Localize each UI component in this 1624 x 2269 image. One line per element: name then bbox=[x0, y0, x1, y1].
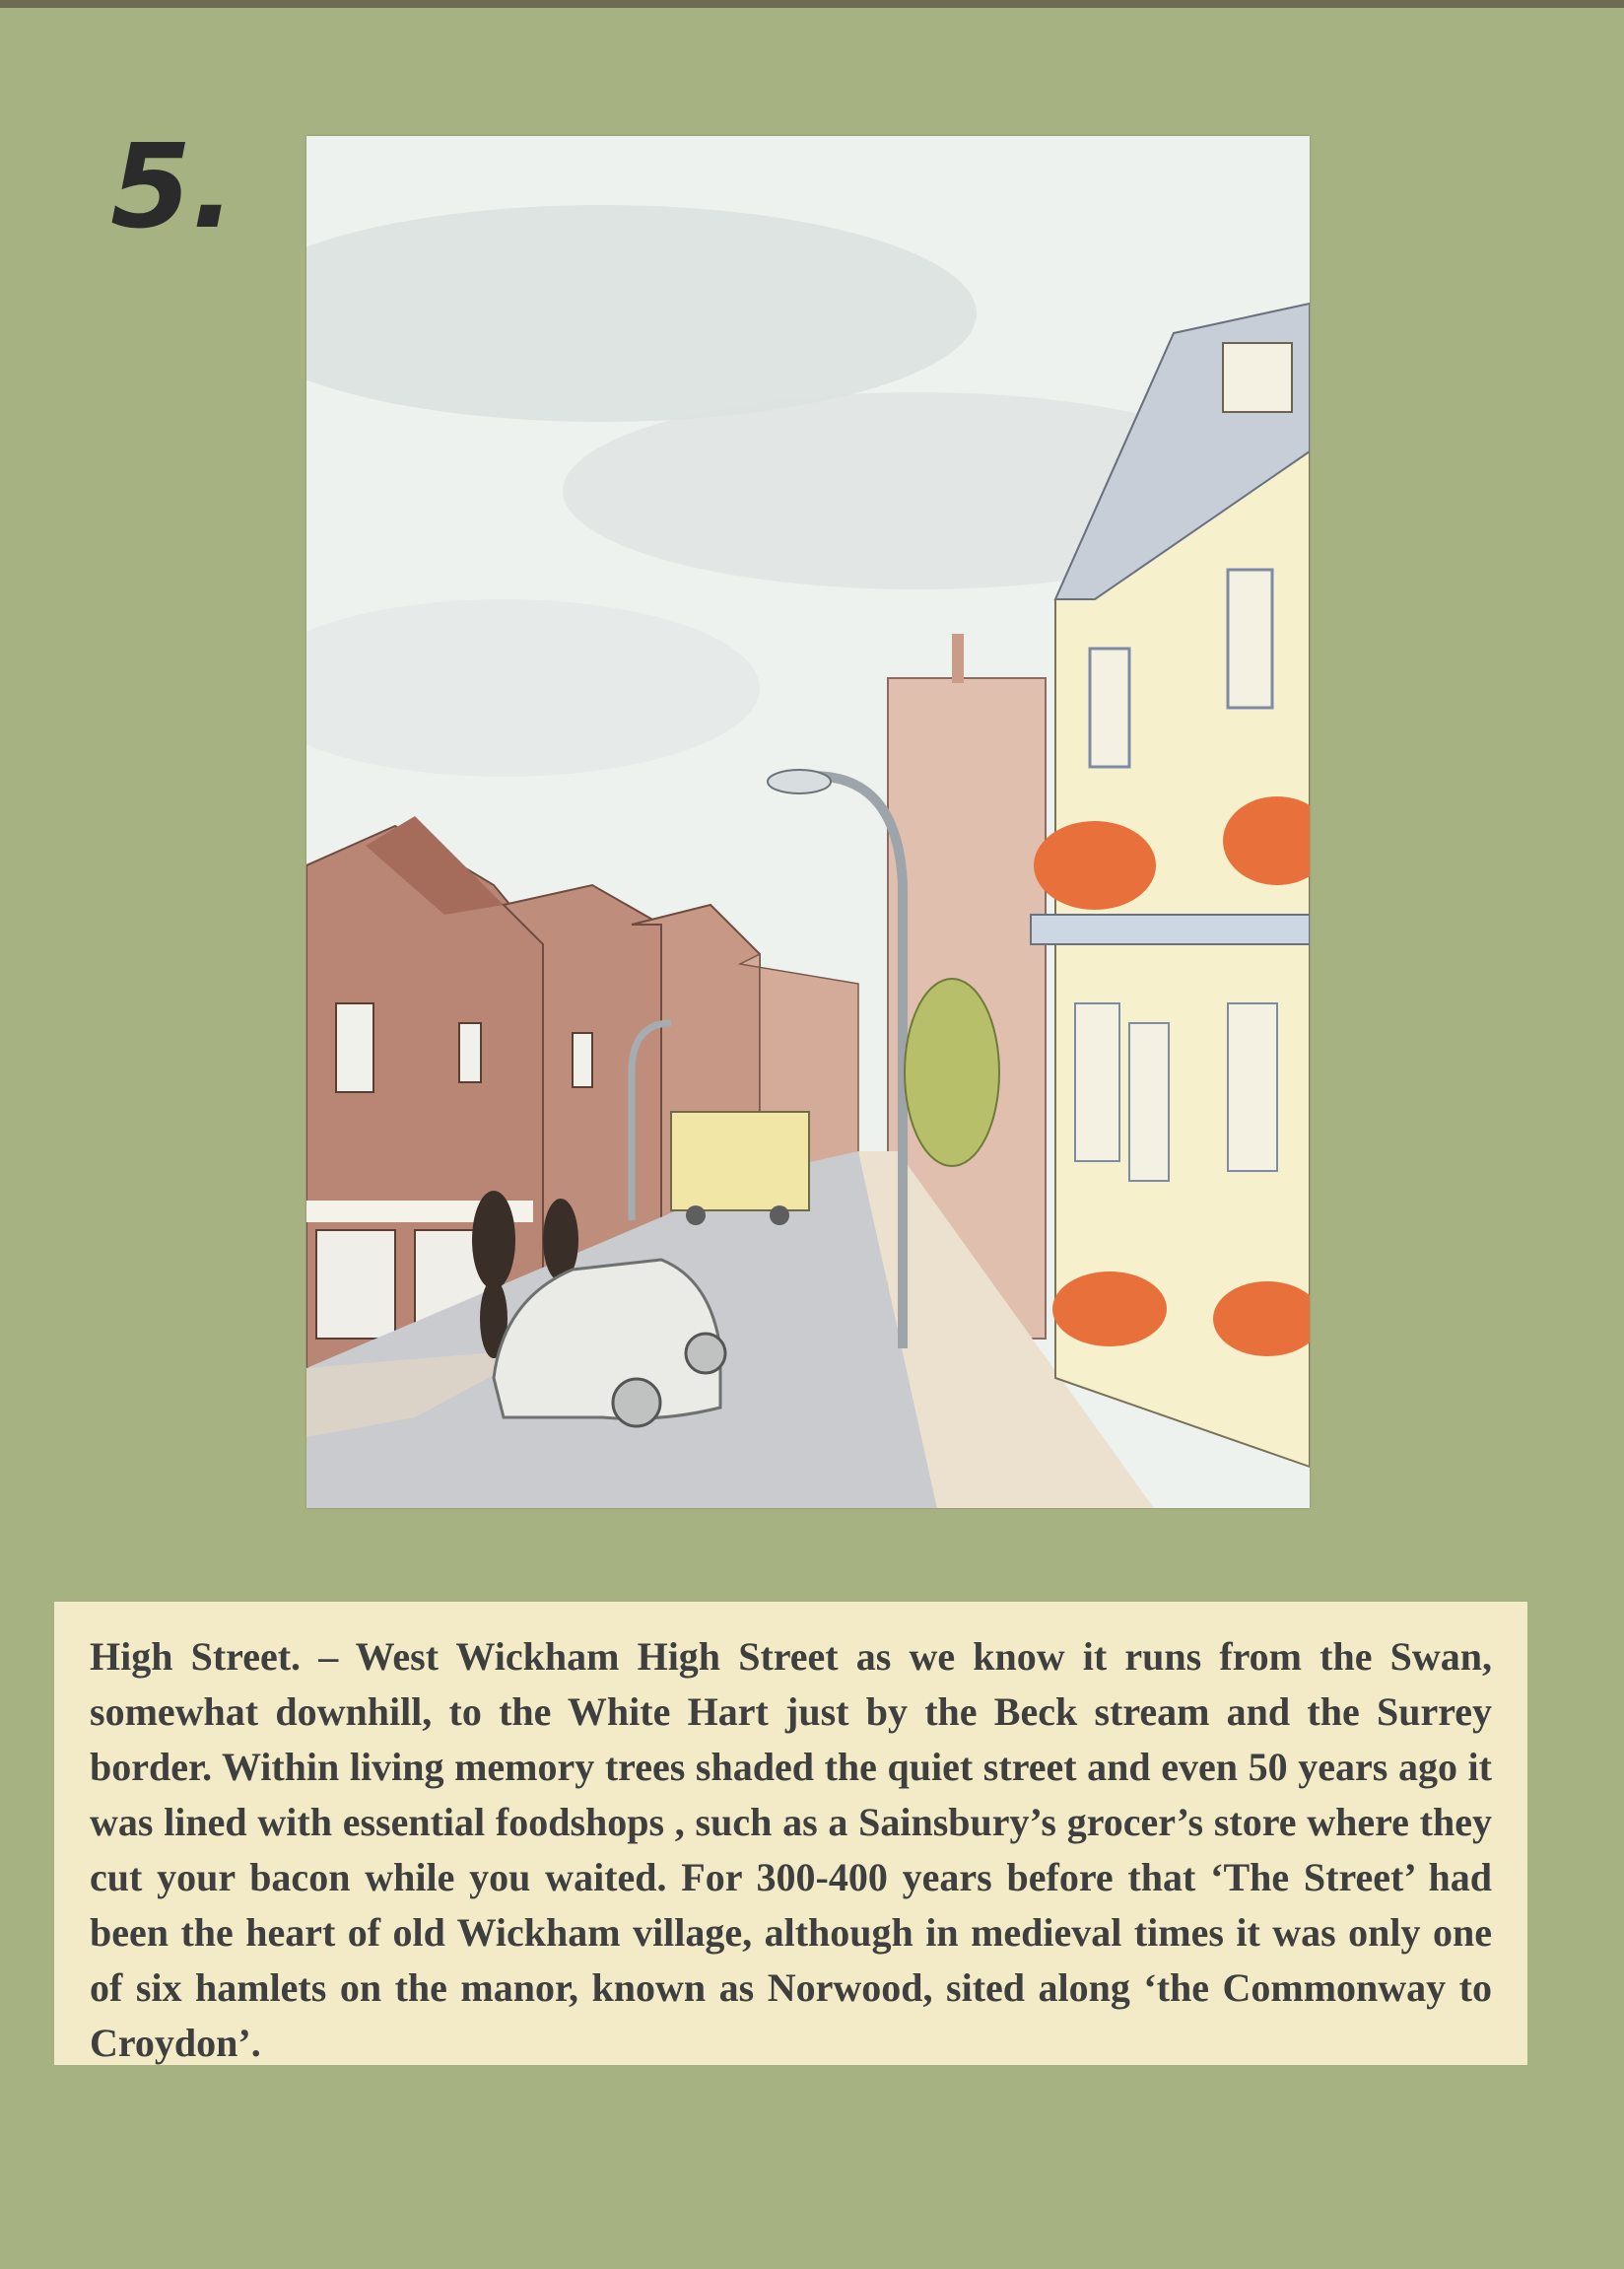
van bbox=[671, 1112, 809, 1210]
caption-text: High Street. – West Wickham High Street as we know it runs from the Swan, somewhat downhill, to the White Hart just by the Beck stream and the Surrey border. Within living memory trees shaded the quiet street and even 50 years ago it was lined with essential foodshops , such as a Sainsbury’s grocer’s store where they cut your bacon while you waited. For 300-400 years before that ‘The Street’ had been the heart of old Wickham village, although in medieval times it was only one of six hamlets on the manor, known as Norwood, sited along ‘the Commonway to Croydon’. bbox=[90, 1634, 1492, 2065]
top-edge-strip bbox=[0, 0, 1624, 8]
page-number: 5. bbox=[110, 118, 236, 254]
street-painting-svg bbox=[306, 136, 1310, 1508]
window bbox=[1228, 570, 1272, 708]
chimney bbox=[952, 634, 964, 683]
street-lamp-head bbox=[768, 770, 831, 793]
car-wheel bbox=[686, 1334, 725, 1373]
shop-window bbox=[316, 1230, 395, 1339]
tree bbox=[905, 979, 999, 1166]
window bbox=[573, 1033, 592, 1087]
window bbox=[1228, 1003, 1277, 1171]
dormer-window bbox=[1223, 343, 1292, 412]
window bbox=[459, 1023, 481, 1082]
window bbox=[1129, 1023, 1169, 1181]
shop-canopy bbox=[1031, 915, 1310, 944]
pedestrian bbox=[472, 1191, 515, 1289]
van-wheel bbox=[686, 1205, 706, 1225]
flower-box bbox=[1052, 1272, 1167, 1346]
caption-card bbox=[54, 1602, 1527, 2065]
window bbox=[1090, 649, 1129, 767]
window bbox=[1075, 1003, 1119, 1161]
street-painting bbox=[306, 136, 1310, 1508]
flower-box bbox=[1034, 821, 1156, 910]
van-wheel bbox=[770, 1205, 789, 1225]
window bbox=[336, 1003, 373, 1092]
car-wheel bbox=[613, 1379, 660, 1426]
